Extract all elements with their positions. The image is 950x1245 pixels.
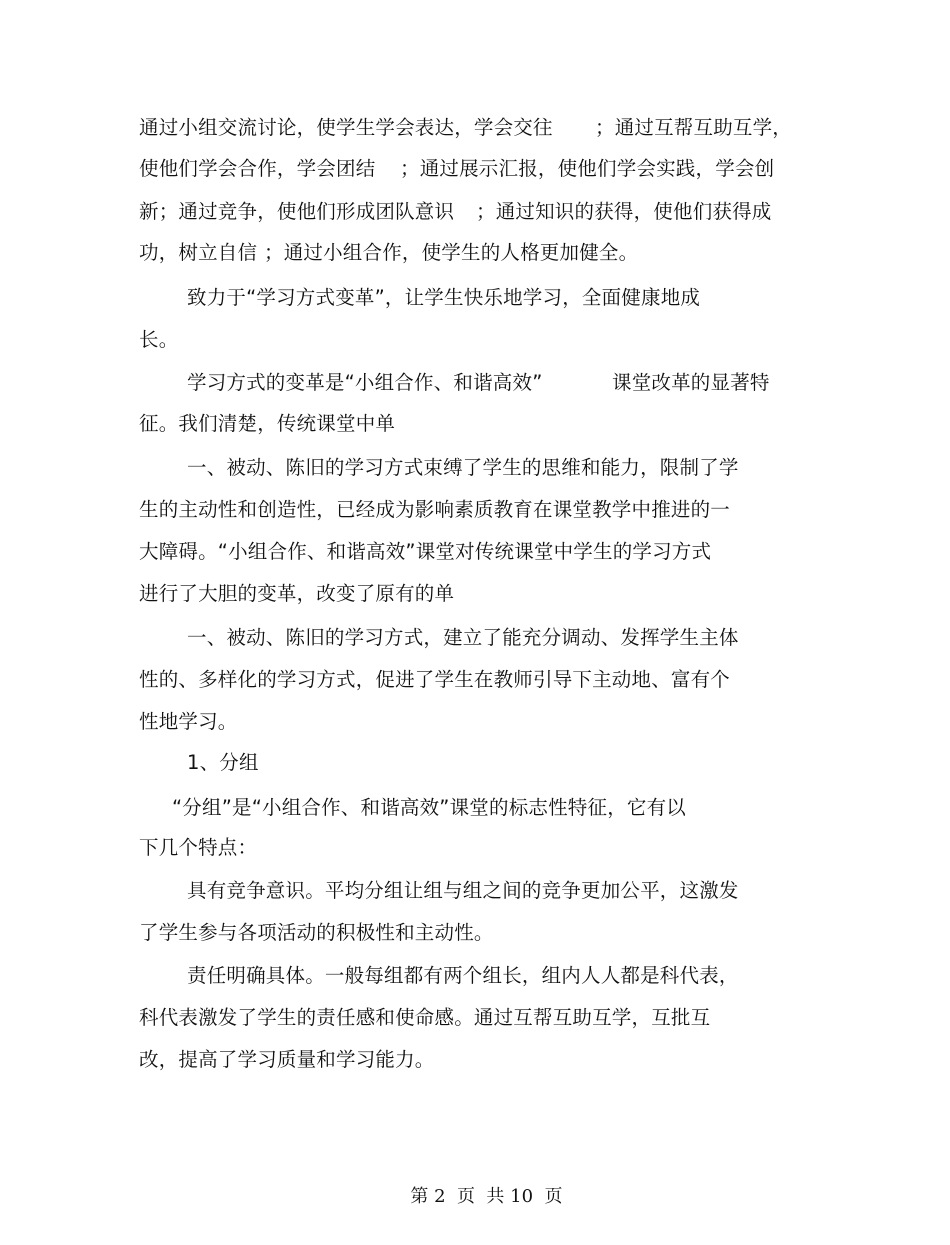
text-run: 致力于“学习方式变革”，让学生快乐地学习，全面健康地成 [187, 286, 701, 309]
text-run: 征。我们清楚，传统课堂中单 [139, 412, 396, 435]
text-run: 课堂改革的显著特 [612, 371, 770, 394]
text-run: 新；通过竞争，使他们形成团队意识 [139, 200, 455, 223]
text-run: ；通过展示汇报，使他们学会实践，学会创 [400, 157, 775, 180]
paragraph-line [0, 363, 950, 403]
paragraph-line [0, 788, 950, 828]
text-run: 改，提高了学习质量和学习能力。 [139, 1048, 435, 1071]
paragraph-line [0, 574, 950, 614]
paragraph-line [0, 320, 950, 360]
text-run: 进行了大胆的变革，改变了原有的单 [139, 582, 455, 605]
paragraph-line [0, 618, 950, 658]
paragraph-line [0, 956, 950, 996]
paragraph-line [0, 404, 950, 444]
text-run: 一、被动、陈旧的学习方式，建立了能充分调动、发挥学生主体 [187, 626, 739, 649]
text-run: 性地学习。 [139, 710, 238, 733]
text-run: 科代表激发了学生的责任感和使命感。通过互帮互助互学，互批互 [139, 1006, 711, 1029]
paragraph-line [0, 828, 950, 868]
page-number-label: 第 2 页 共 10 页 [410, 1186, 563, 1207]
paragraph-line [0, 702, 950, 742]
text-run: 一、被动、陈旧的学习方式束缚了学生的思维和能力，限制了学 [187, 456, 739, 479]
paragraph-line [0, 233, 950, 273]
paragraph-line [0, 149, 950, 189]
text-run: 性的、多样化的学习方式，促进了学生在教师引导下主动地、富有个 [139, 668, 731, 691]
text-run: 具有竞争意识。平均分组让组与组之间的竞争更加公平，这激发 [187, 879, 739, 902]
paragraph-line [0, 192, 950, 232]
text-run: 1、分组 [187, 751, 259, 774]
text-run: 生的主动性和创造性，已经成为影响素质教育在课堂教学中推进的一 [139, 498, 731, 521]
paragraph-line [0, 1040, 950, 1080]
text-run: 学习方式的变革是“小组合作、和谐高效” [187, 371, 543, 394]
paragraph-line [0, 532, 950, 572]
text-run: 了学生参与各项活动的积极性和主动性。 [139, 921, 494, 944]
paragraph-line [0, 278, 950, 318]
paragraph-line [0, 660, 950, 700]
text-run: 长。 [139, 328, 179, 351]
text-run: 通过小组交流讨论，使学生学会表达，学会交往 [139, 116, 553, 139]
paragraph-line [0, 998, 950, 1038]
text-run: “分组”是“小组合作、和谐高效”课堂的标志性特征，它有以 [172, 796, 687, 819]
text-run: ；通过小组合作，使学生的人格更加健全。 [264, 241, 639, 264]
paragraph-line [0, 108, 950, 148]
paragraph-line [0, 448, 950, 488]
paragraph-line [0, 871, 950, 911]
text-run: 责任明确具体。一般每组都有两个组长，组内人人都是科代表， [187, 964, 739, 987]
text-run: ；通过知识的获得，使他们获得成 [476, 200, 772, 223]
paragraph-line [0, 743, 950, 783]
text-run: 大障碍。“小组合作、和谐高效”课堂对传统课堂中学生的学习方式 [139, 540, 712, 563]
page-footer [0, 1149, 950, 1207]
text-run: ；通过互帮互助互学， [595, 116, 793, 139]
text-run: 使他们学会合作，学会团结 [139, 157, 376, 180]
paragraph-line [0, 490, 950, 530]
text-run: 下几个特点： [139, 836, 258, 859]
text-run: 功，树立自信 [139, 241, 258, 264]
paragraph-line [0, 913, 950, 953]
